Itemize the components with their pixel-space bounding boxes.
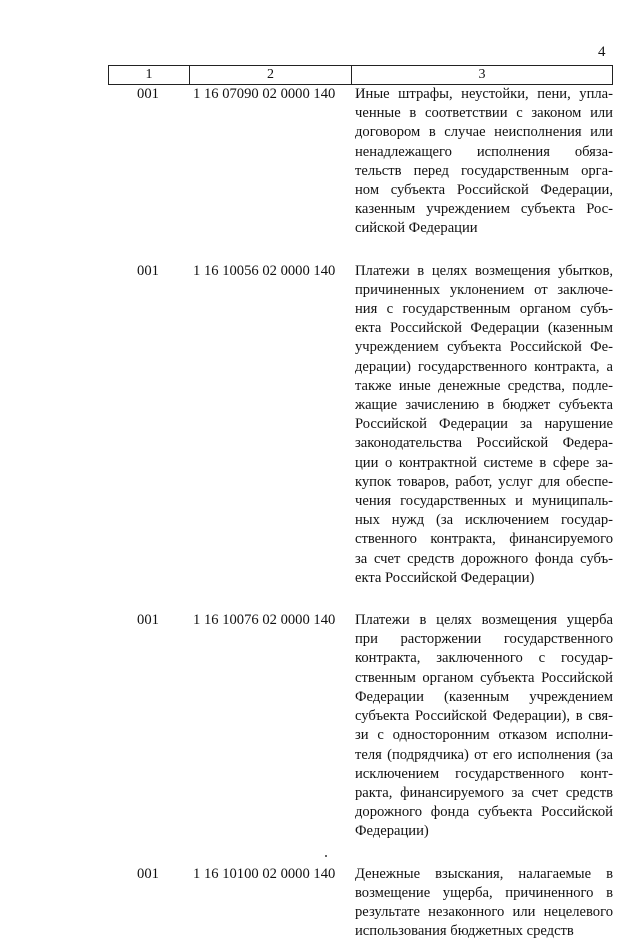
description-line: законодательства Российской Федера- [355,435,613,452]
column-header-2: 2 [190,66,352,85]
row-gap [108,588,613,611]
description-line: ции о контрактной системе в сфере за- [355,454,613,471]
description-line: ракта, финансируемого за счет средств [355,784,613,801]
page-number: 4 [598,44,606,60]
row-col1: 001 [137,865,159,882]
description-line: теля (подрядчика) от его исполнения (за [355,746,613,763]
document-rows [108,85,613,941]
table-row [108,865,613,941]
description-line: ния с государственным органом субъ- [355,301,613,318]
row-description [355,865,613,941]
description-line: ном субъекта Российской Федерации, [355,182,613,199]
row-gap [108,842,613,865]
table-row [108,262,613,588]
description-line: также иные денежные средства, подле- [355,377,613,394]
description-line: ченные в соответствии с законом или [355,105,613,122]
description-line: жащие зачислению в бюджет субъекта [355,397,613,414]
description-line: екта Российской Федерации (казенным [355,320,613,337]
description-line: Иные штрафы, неустойки, пени, упла- [355,86,613,102]
description-line: екта Российской Федерации) [355,569,535,586]
description-line: возмещение ущерба, причиненного в [355,884,613,901]
description-line: чения государственных и муниципаль- [355,493,613,510]
table-row [108,85,613,239]
description-line: контракта, заключенного с государ- [355,650,613,667]
column-header-1: 1 [109,66,190,85]
description-line: сийской Федерации [355,220,478,237]
description-line: исключением государственного конт- [355,765,613,782]
row-code: 1 16 10056 02 0000 140 [193,262,336,279]
description-line: Федерации) [355,823,429,840]
row-col1: 001 [137,262,159,279]
description-line: тельств перед государственным орга- [355,162,613,179]
column-header-3: 3 [352,66,613,85]
description-line: учреждением субъекта Российской Фе- [355,339,613,356]
row-description [355,262,613,588]
scan-speck [325,855,327,857]
row-description [355,611,613,841]
description-line: Платежи в целях возмещения ущерба [355,612,613,629]
description-line: ненадлежащего исполнения обяза- [355,143,613,160]
row-code: 1 16 07090 02 0000 140 [193,86,336,102]
description-line: ственным органом субъекта Российской [355,669,613,686]
description-line: ственного контракта, финансируемого [355,531,613,548]
description-line: использования бюджетных средств [355,923,574,940]
description-line: Платежи в целях возмещения убытков, [355,262,613,279]
description-line: результате незаконного или нецелевого [355,903,613,920]
row-col1: 001 [137,86,159,102]
description-line: договором в случае неисполнения или [355,124,613,141]
row-code: 1 16 10100 02 0000 140 [193,865,336,882]
row-col1: 001 [137,612,159,629]
description-line: ных нужд (за исключением государ- [355,512,613,529]
column-header-row [109,66,613,85]
table-row [108,611,613,841]
description-line: казенным учреждением субъекта Рос- [355,201,613,218]
description-line: купок товаров, работ, услуг для обеспе- [355,473,613,490]
description-line: Российской Федерации за нарушение [355,416,613,433]
description-line: за счет средств дорожного фонда субъ- [355,550,613,567]
description-line: дорожного фонда субъекта Российской [355,804,613,821]
row-code: 1 16 10076 02 0000 140 [193,612,336,629]
description-line: причиненных уклонением от заключе- [355,281,613,298]
column-header-table [108,65,613,85]
description-line: при расторжении государственного [355,631,613,648]
description-line: субъекта Российской Федерации), в свя- [355,708,613,725]
description-line: Федерации (казенным учреждением [355,688,613,705]
description-line: дерации) государственного контракта, а [355,358,613,375]
description-line: зи с односторонним отказом исполни- [355,727,613,744]
row-description [355,85,613,239]
description-line: Денежные взыскания, налагаемые в [355,865,613,882]
row-gap [108,239,613,262]
